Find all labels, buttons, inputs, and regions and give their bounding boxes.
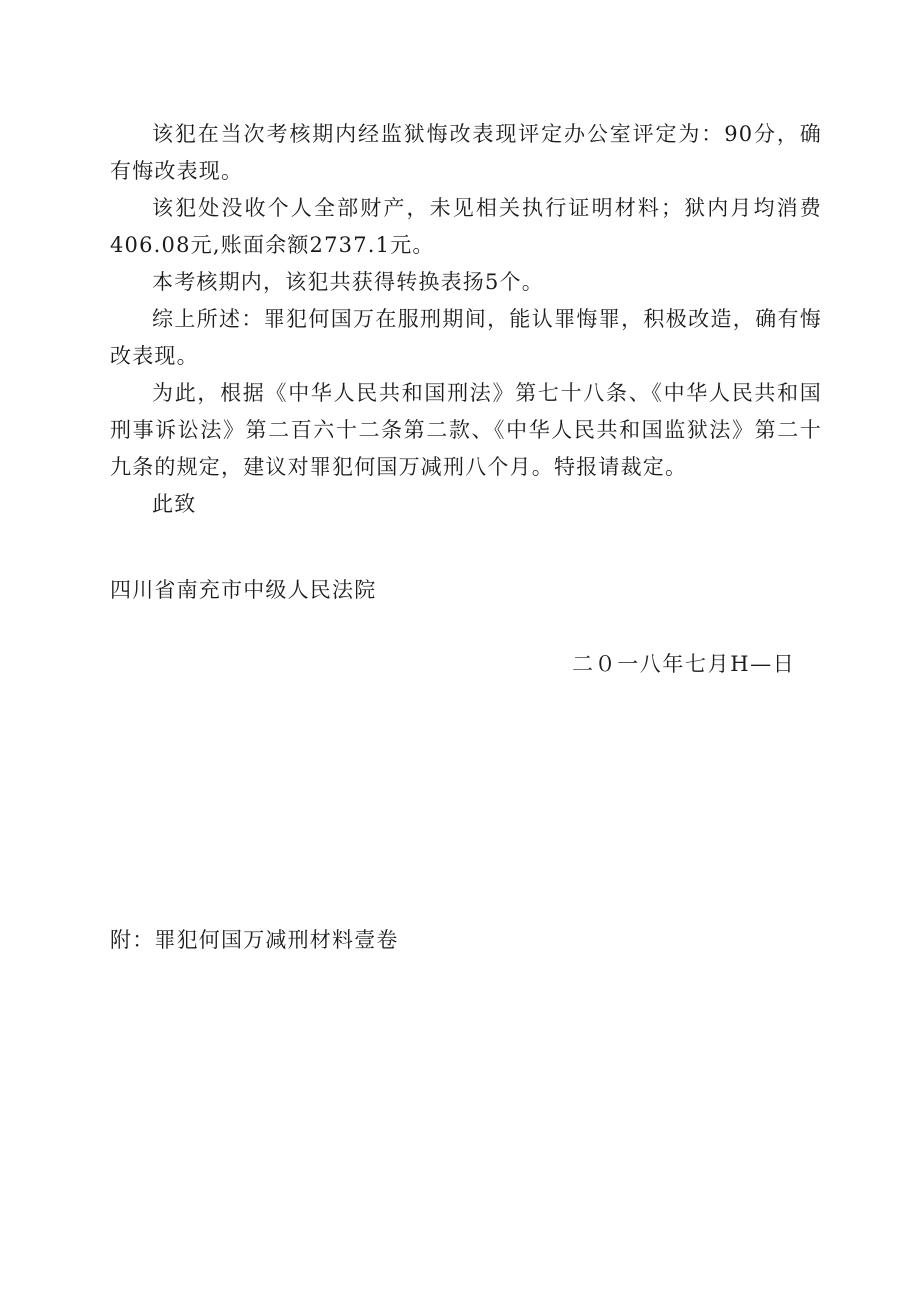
- recipient-court: 四川省南充市中级人民法院: [110, 578, 377, 602]
- paragraph-property-consumption: 该犯处没收个人全部财产，未见相关执行证明材料；狱内月均消费406.08元,账面余额2737.1元。: [110, 196, 822, 257]
- document-body: [110, 116, 822, 523]
- closing-salutation: 此致: [152, 492, 197, 516]
- paragraph-summary: 综上所述：罪犯何国万在服刑期间，能认罪悔罪，积极改造，确有悔改表现。: [110, 307, 822, 368]
- paragraph-legal-basis: 为此，根据《中华人民共和国刑法》第七十八条、《中华人民共和国刑事诉讼法》第二百六十二条第二款、《中华人民共和国监狱法》第二十九条的规定，建议对罪犯何国万减刑八个月。特报请裁定。: [110, 381, 822, 479]
- paragraph-assessment-score: 该犯在当次考核期内经监狱悔改表现评定办公室评定为：90分，确有悔改表现。: [110, 122, 822, 183]
- attachment-note: 附：罪犯何国万减刑材料壹卷: [110, 928, 399, 952]
- paragraph-commendations: 本考核期内，该犯共获得转换表扬5个。: [152, 270, 544, 294]
- document-date: 二０一八年七月H—日: [572, 652, 796, 676]
